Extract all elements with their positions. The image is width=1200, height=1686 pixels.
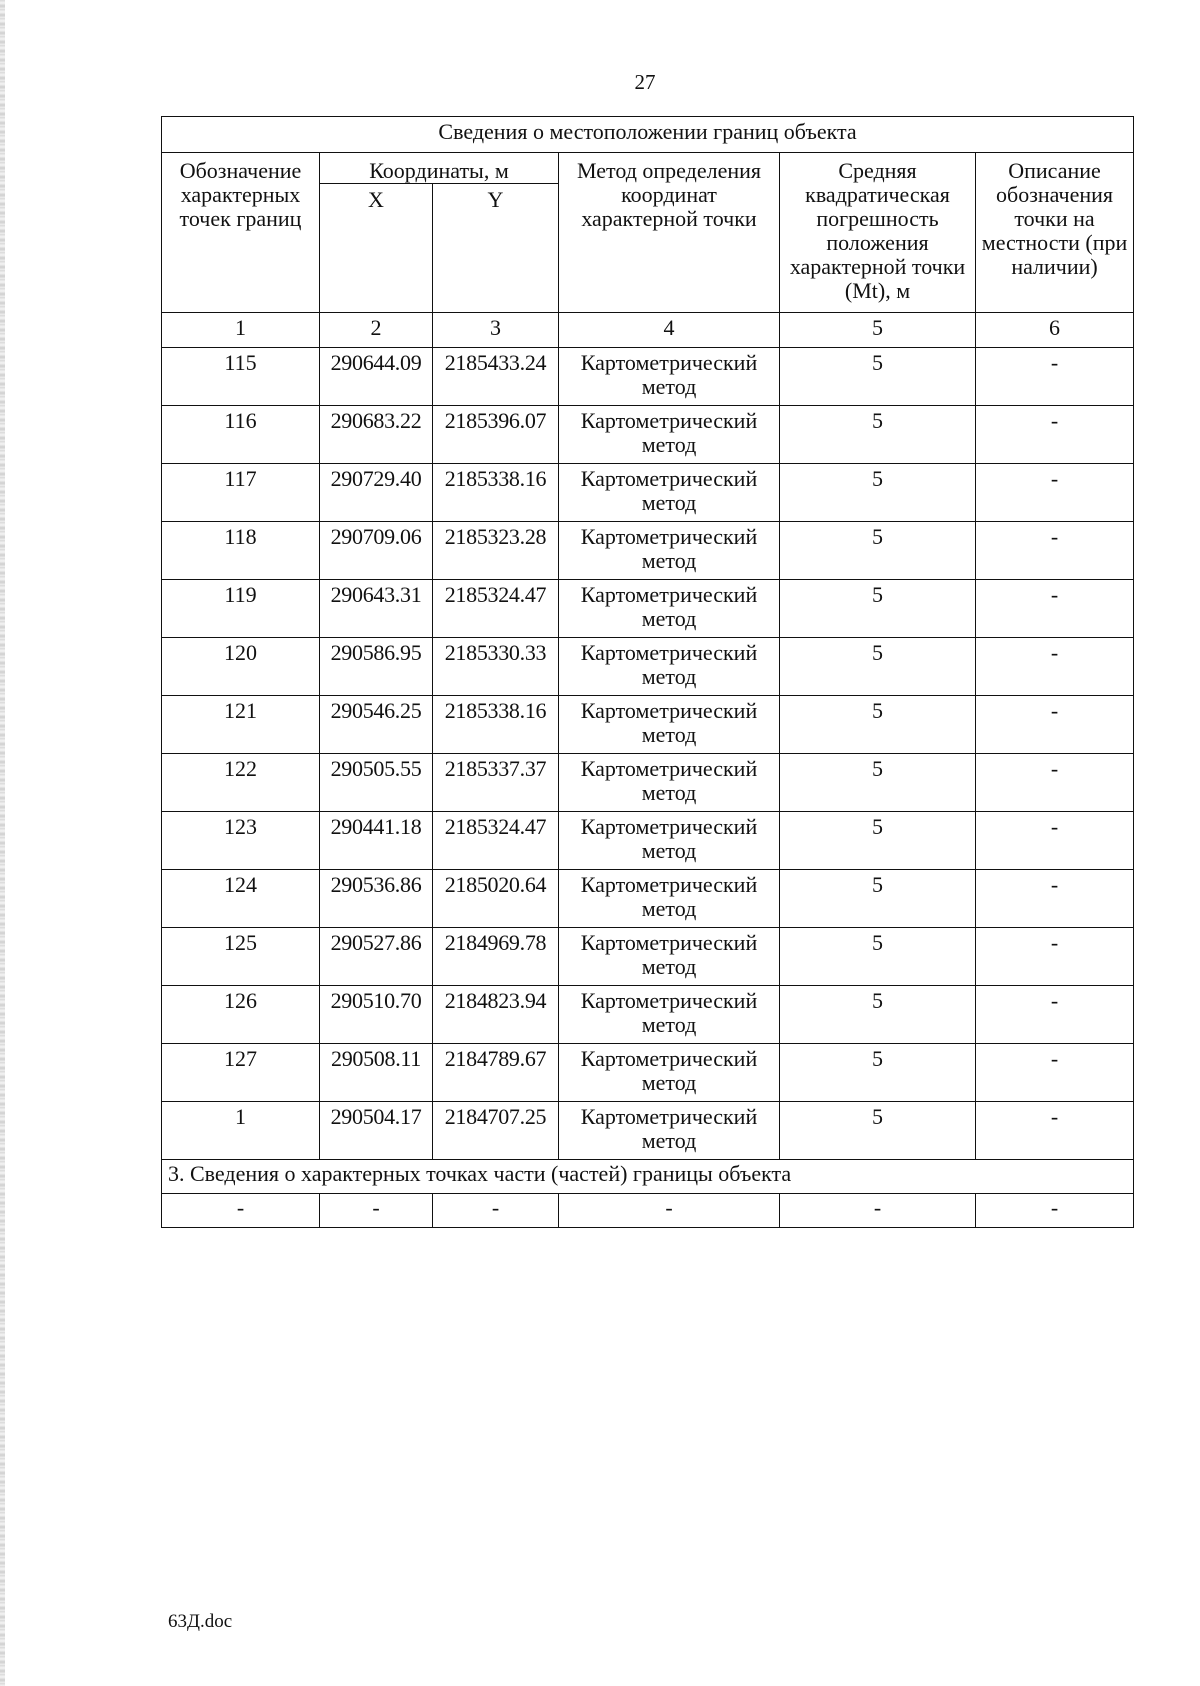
cell-mean-error: 5 (780, 464, 976, 522)
cell-method: Картометрический метод (559, 464, 780, 522)
cell-method: Картометрический метод (559, 754, 780, 812)
cell-x-coordinate: 290709.06 (320, 522, 433, 580)
section3-empty-cell: - (162, 1194, 320, 1228)
header-point-description: Описание обозначения точки на местности (при наличии) (976, 153, 1134, 313)
cell-x-coordinate: 290536.86 (320, 870, 433, 928)
cell-mean-error: 5 (780, 870, 976, 928)
cell-description: - (976, 1044, 1134, 1102)
cell-method: Картометрический метод (559, 348, 780, 406)
cell-y-coordinate: 2185396.07 (433, 406, 559, 464)
table-row (162, 754, 1134, 812)
cell-method: Картометрический метод (559, 638, 780, 696)
cell-method: Картометрический метод (559, 406, 780, 464)
cell-description: - (976, 464, 1134, 522)
cell-y-coordinate: 2185338.16 (433, 464, 559, 522)
cell-description: - (976, 870, 1134, 928)
table-row (162, 348, 1134, 406)
cell-x-coordinate: 290644.09 (320, 348, 433, 406)
cell-point-number: 123 (162, 812, 320, 870)
cell-mean-error: 5 (780, 638, 976, 696)
table-title-row (162, 117, 1134, 153)
cell-point-number: 125 (162, 928, 320, 986)
section3-empty-cell: - (433, 1194, 559, 1228)
cell-point-number: 115 (162, 348, 320, 406)
footer-filename: 63Д.doc (168, 1611, 233, 1632)
section3-title: 3. Сведения о характерных точках части (частей) границы объекта (162, 1160, 1134, 1194)
cell-x-coordinate: 290683.22 (320, 406, 433, 464)
section3-row (162, 1160, 1134, 1194)
cell-point-number: 117 (162, 464, 320, 522)
cell-mean-error: 5 (780, 580, 976, 638)
cell-mean-error: 5 (780, 348, 976, 406)
section3-empty-cell: - (976, 1194, 1134, 1228)
table-row (162, 986, 1134, 1044)
cell-x-coordinate: 290505.55 (320, 754, 433, 812)
header-method: Метод определения координат характерной точки (559, 153, 780, 313)
table-row (162, 580, 1134, 638)
cell-point-number: 119 (162, 580, 320, 638)
cell-method: Картометрический метод (559, 986, 780, 1044)
cell-method: Картометрический метод (559, 522, 780, 580)
cell-x-coordinate: 290441.18 (320, 812, 433, 870)
table-row (162, 638, 1134, 696)
cell-y-coordinate: 2185337.37 (433, 754, 559, 812)
column-number: 3 (433, 313, 559, 348)
column-number: 4 (559, 313, 780, 348)
cell-x-coordinate: 290527.86 (320, 928, 433, 986)
column-number: 6 (976, 313, 1134, 348)
column-number: 5 (780, 313, 976, 348)
cell-description: - (976, 580, 1134, 638)
section3-empty-cell: - (320, 1194, 433, 1228)
cell-point-number: 127 (162, 1044, 320, 1102)
cell-y-coordinate: 2185324.47 (433, 580, 559, 638)
cell-x-coordinate: 290504.17 (320, 1102, 433, 1160)
cell-point-number: 124 (162, 870, 320, 928)
cell-y-coordinate: 2184707.25 (433, 1102, 559, 1160)
cell-y-coordinate: 2184969.78 (433, 928, 559, 986)
cell-mean-error: 5 (780, 1102, 976, 1160)
page-number: 27 (634, 70, 656, 94)
cell-y-coordinate: 2185020.64 (433, 870, 559, 928)
section3-empty-cell: - (559, 1194, 780, 1228)
cell-point-number: 120 (162, 638, 320, 696)
cell-description: - (976, 638, 1134, 696)
cell-description: - (976, 928, 1134, 986)
cell-description: - (976, 986, 1134, 1044)
cell-method: Картометрический метод (559, 696, 780, 754)
cell-y-coordinate: 2185324.47 (433, 812, 559, 870)
cell-point-number: 126 (162, 986, 320, 1044)
boundary-coordinates-table (161, 116, 1134, 1228)
cell-x-coordinate: 290729.40 (320, 464, 433, 522)
scan-edge (0, 0, 5, 1686)
cell-description: - (976, 1102, 1134, 1160)
header-point-designation: Обозначение характерных точек границ (162, 153, 320, 313)
header-row (162, 153, 1134, 184)
table-row (162, 464, 1134, 522)
cell-method: Картометрический метод (559, 812, 780, 870)
cell-mean-error: 5 (780, 1044, 976, 1102)
column-number: 2 (320, 313, 433, 348)
cell-mean-error: 5 (780, 754, 976, 812)
table-row (162, 928, 1134, 986)
cell-description: - (976, 348, 1134, 406)
cell-point-number: 118 (162, 522, 320, 580)
cell-y-coordinate: 2185433.24 (433, 348, 559, 406)
cell-description: - (976, 754, 1134, 812)
cell-y-coordinate: 2184789.67 (433, 1044, 559, 1102)
cell-description: - (976, 696, 1134, 754)
cell-x-coordinate: 290586.95 (320, 638, 433, 696)
cell-description: - (976, 406, 1134, 464)
header-mean-error: Средняя квадратическая погрешность положения характерной точки (Mt), м (780, 153, 976, 313)
header-x: X (320, 184, 433, 313)
cell-x-coordinate: 290546.25 (320, 696, 433, 754)
cell-mean-error: 5 (780, 986, 976, 1044)
table-title: Сведения о местоположении границ объекта (162, 117, 1134, 153)
cell-method: Картометрический метод (559, 928, 780, 986)
table-row (162, 812, 1134, 870)
header-y: Y (433, 184, 559, 313)
cell-method: Картометрический метод (559, 1102, 780, 1160)
column-number: 1 (162, 313, 320, 348)
cell-x-coordinate: 290510.70 (320, 986, 433, 1044)
cell-description: - (976, 812, 1134, 870)
cell-x-coordinate: 290643.31 (320, 580, 433, 638)
column-number-row (162, 313, 1134, 348)
section3-empty-cell: - (780, 1194, 976, 1228)
cell-point-number: 116 (162, 406, 320, 464)
cell-point-number: 122 (162, 754, 320, 812)
section3-empty-row (162, 1194, 1134, 1228)
header-coordinates: Координаты, м (320, 153, 559, 184)
cell-method: Картометрический метод (559, 870, 780, 928)
cell-point-number: 121 (162, 696, 320, 754)
table-row (162, 1102, 1134, 1160)
table-row (162, 522, 1134, 580)
cell-mean-error: 5 (780, 406, 976, 464)
cell-method: Картометрический метод (559, 1044, 780, 1102)
cell-y-coordinate: 2185330.33 (433, 638, 559, 696)
cell-point-number: 1 (162, 1102, 320, 1160)
table-row (162, 1044, 1134, 1102)
cell-y-coordinate: 2185323.28 (433, 522, 559, 580)
cell-mean-error: 5 (780, 812, 976, 870)
cell-mean-error: 5 (780, 928, 976, 986)
cell-description: - (976, 522, 1134, 580)
cell-x-coordinate: 290508.11 (320, 1044, 433, 1102)
cell-mean-error: 5 (780, 696, 976, 754)
cell-mean-error: 5 (780, 522, 976, 580)
table-row (162, 696, 1134, 754)
table-row (162, 870, 1134, 928)
cell-y-coordinate: 2184823.94 (433, 986, 559, 1044)
table-row (162, 406, 1134, 464)
cell-y-coordinate: 2185338.16 (433, 696, 559, 754)
cell-method: Картометрический метод (559, 580, 780, 638)
